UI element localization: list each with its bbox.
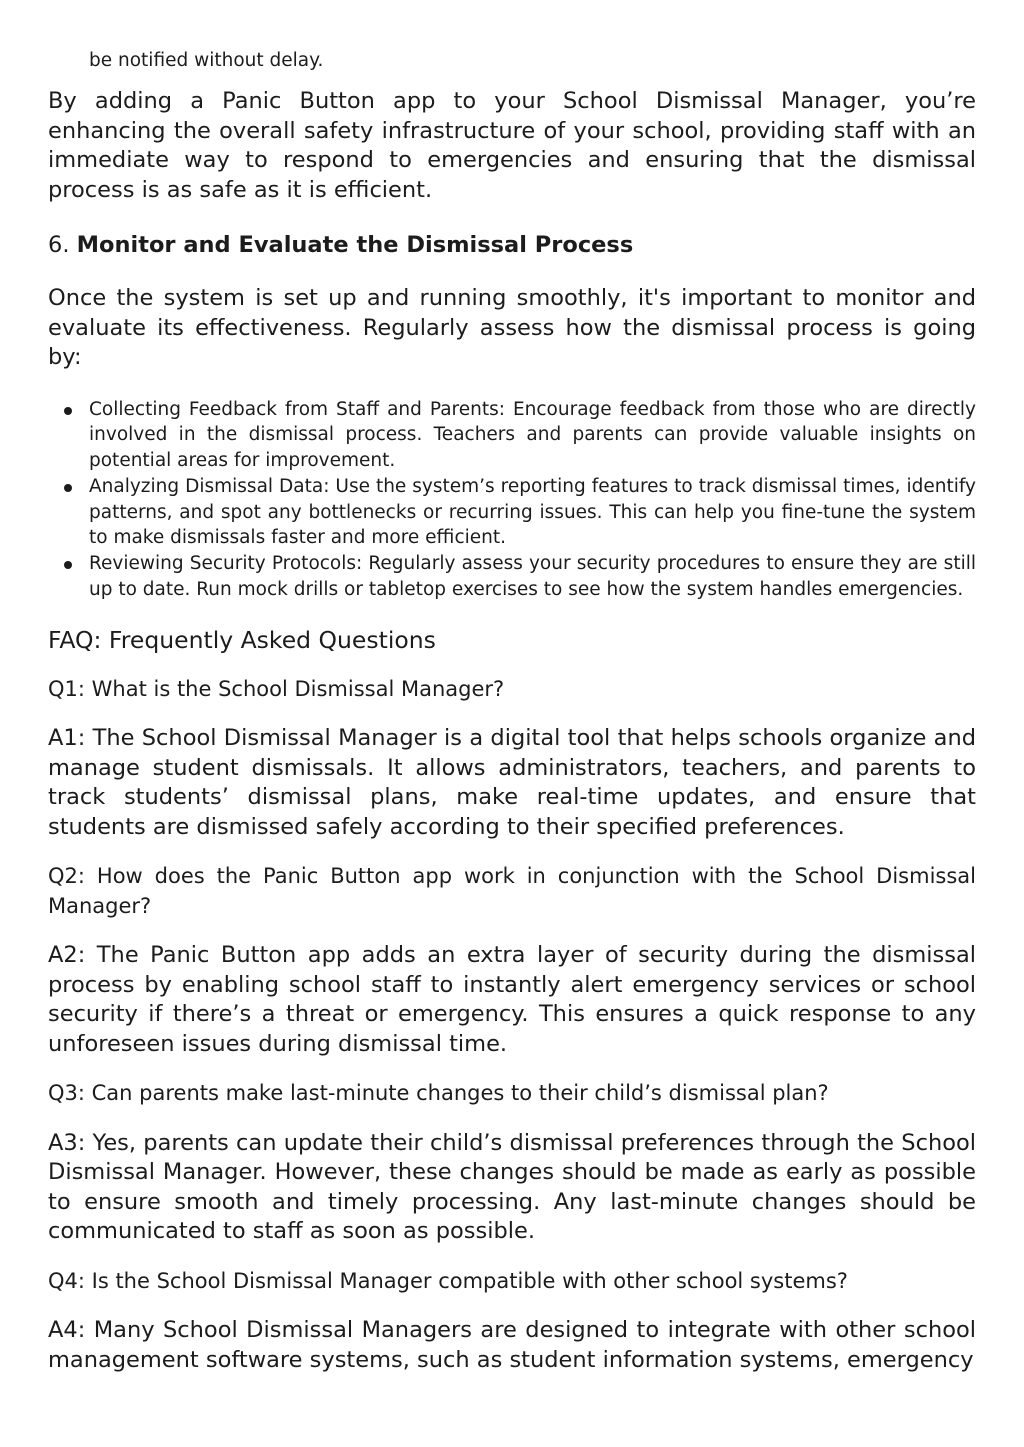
bullet-term: Analyzing Dismissal Data:	[89, 475, 330, 497]
section-title: Monitor and Evaluate the Dismissal Process	[76, 232, 634, 258]
bullet-dot-icon	[64, 484, 72, 492]
faq-question-2: Q2: How does the Panic Button app work in conjunction with the School Dismissal Manager?	[48, 864, 976, 918]
bullet-text: Encourage feedback from those who are directly involved in the dismissal process. Teachers and parents can provide valuable insights on potential areas for improvement.	[89, 398, 976, 472]
faq-question-3: Q3: Can parents make last-minute changes to their child’s dismissal plan?	[48, 1081, 829, 1106]
bullet-dot-icon	[64, 407, 72, 415]
bullet-text: Use the system’s reporting features to track dismissal times, identify patterns, and spot any bottlenecks or recurring issues. This can help you fine-tune the system to make dismissals faster and more efficient.	[89, 475, 976, 549]
faq-answer-3: A3: Yes, parents can update their child’s dismissal preferences through the School Dismissal Manager. However, these changes should be made as early as possible to ensure smooth and timely processing. Any last-minute changes should be communicated to staff as soon as possible.	[48, 1129, 976, 1245]
bullet-item	[48, 474, 976, 551]
faq-answer-2: A2: The Panic Button app adds an extra layer of security during the dismissal process by enabling school staff to instantly alert emergency services or school security if there’s a threat or emergency. This ensures a quick response to any unforeseen issues during dismissal time.	[48, 942, 976, 1057]
section-paragraph: Once the system is set up and running smoothly, it's important to monitor and evaluate its effectiveness. Regularly assess how the dismissal process is going by:	[48, 285, 976, 370]
faq-question-1: Q1: What is the School Dismissal Manager?	[48, 676, 505, 701]
bullet-term: Collecting Feedback from Staff and Parents:	[89, 398, 505, 420]
bullet-term: Reviewing Security Protocols:	[89, 553, 363, 575]
document-page	[48, 0, 976, 1375]
faq-question-4: Q4: Is the School Dismissal Manager compatible with other school systems?	[48, 1268, 848, 1293]
bullet-item	[48, 551, 976, 603]
section-heading	[48, 231, 976, 260]
bullet-dot-icon	[64, 561, 72, 569]
bullet-text: Regularly assess your security procedures to ensure they are still up to date. Run mock drills or tabletop exercises to see how the system handles emergencies.	[89, 553, 976, 601]
intro-paragraph: By adding a Panic Button app to your School Dismissal Manager, you’re enhancing the overall safety infrastructure of your school, providing staff with an immediate way to respond to emergencies and ensuring that the dismissal process is as safe as it is efficient.	[48, 88, 976, 203]
bullet-list	[48, 397, 976, 603]
faq-answer-4: A4: Many School Dismissal Managers are designed to integrate with other school management software systems, such as student information systems, emergency	[48, 1317, 976, 1373]
bullet-item	[48, 397, 976, 474]
faq-answer-1: A1: The School Dismissal Manager is a digital tool that helps schools organize and manage student dismissals. It allows administrators, teachers, and parents to track students’ dismissal plans, make real-time updates, and ensure that students are dismissed safely according to their specified preferences.	[48, 725, 976, 840]
section-number: 6.	[48, 232, 70, 258]
faq-title: FAQ: Frequently Asked Questions	[48, 625, 436, 654]
continuation-text: be notified without delay.	[89, 50, 324, 71]
